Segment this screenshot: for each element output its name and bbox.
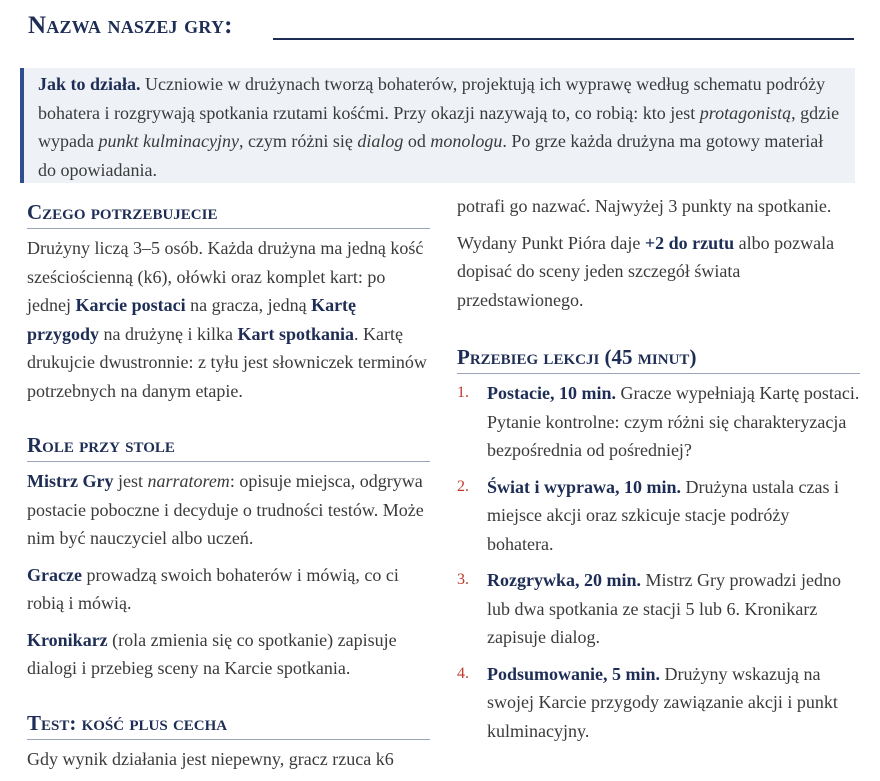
test-heading: Test: kość plus cecha (27, 707, 430, 740)
role-chronicler-label: Kronikarz (27, 629, 108, 650)
step-number: 2. (457, 477, 469, 495)
test-continued: potrafi go nazwać. Najwyżej 3 punkty na spotkanie. (457, 196, 832, 216)
term-climax: punkt kulminacyjny (98, 131, 239, 151)
needs-text-1: Drużyny liczą 3–5 osób. Każda drużyna ma jedną kość sześciościenną (k6), ołówki oraz komplet kart: po jednej (27, 238, 424, 315)
right-column (457, 192, 860, 753)
role-game-master (27, 467, 430, 553)
card-character: Karcie postaci (75, 295, 186, 315)
step-number: 4. (457, 664, 469, 682)
step-text: Drużyna ustala czas i miejsce akcji oraz szkicuje stacje podróży bohatera. (487, 476, 839, 554)
step-title: Postacie, 10 min. (487, 383, 616, 403)
term-dialog: dialog (357, 131, 404, 151)
needs-text (27, 234, 430, 405)
role-game-master-text-2: : opisuje miejsca, odgrywa postacie poboczne i decyduje o trudności testów. Może nim być nauczyciel albo uczeń. (27, 471, 424, 548)
role-players (27, 561, 430, 618)
card-encounter: Kart spotkania (237, 323, 354, 344)
step-text: Gracze wypełniają Kartę postaci. Pytanie kontrolne: czym różni się charakteryzacja bezpośrednia od pośredniej? (487, 383, 860, 460)
card-adventure: Kartę przygody (27, 295, 357, 344)
game-name-blank-line (273, 38, 854, 40)
needs-text-2: na gracza, jedną (185, 295, 312, 315)
pen-point-text-2: albo pozwala dopisać do sceny jeden szczegół świata przedstawionego. (457, 232, 835, 310)
title-row (28, 12, 854, 48)
needs-text-3: na drużynę i kilka (99, 323, 238, 344)
pen-point-text-1: Wydany Punkt Pióra daje (457, 232, 645, 253)
step-title: Świat i wyprawa, 10 min. (487, 476, 682, 497)
roles-heading: Role przy stole (27, 429, 430, 462)
intro-text-1: Uczniowie w drużynach tworzą bohaterów, projektują ich wyprawę według schematu podróży bohatera i rozgrywają spotkania rzutami kośćmi. Przy okazji nazywają to, co robią: kto jest (38, 74, 826, 123)
lesson-heading: Przebieg lekcji (45 minut) (457, 341, 860, 374)
page-title: Nazwa naszej gry: (28, 12, 233, 39)
step-title: Rozgrywka, 20 min. (487, 570, 641, 590)
lesson-step (457, 566, 860, 652)
intro-lead: Jak to działa. (38, 74, 141, 94)
step-text: Mistrz Gry prowadzi jedno lub dwa spotkania ze stacji 5 lub 6. Kronikarz zapisuje dialog. (487, 570, 841, 647)
pen-point-bonus: +2 do rzutu (644, 232, 735, 253)
term-protagonist: protagonistą (699, 102, 792, 123)
test-text: Gdy wynik działania jest niepewny, gracz rzuca k6 (27, 748, 394, 769)
intro-text-5: . Po grze każda drużyna ma gotowy materiał do opowiadania. (38, 131, 824, 180)
role-chronicler-text: (rola zmienia się co spotkanie) zapisuje dialogi i przebieg sceny na Karcie spotkania. (27, 629, 397, 678)
lesson-step (457, 379, 860, 465)
lesson-step (457, 660, 860, 746)
lesson-step (457, 473, 860, 559)
intro-text-3: , czym różni się (238, 131, 358, 151)
role-game-master-text-1: jest (113, 471, 148, 491)
step-text: Drużyny wskazują na swojej Karcie przygody zawiązanie akcji i punkt kulminacyjny. (487, 663, 838, 741)
left-column (27, 196, 430, 781)
step-title: Podsumowanie, 5 min. (487, 663, 661, 684)
intro-text (38, 70, 841, 184)
role-players-text: prowadzą swoich bohaterów i mówią, co ci robią i mówią. (27, 564, 399, 613)
role-game-master-label: Mistrz Gry (27, 471, 114, 491)
role-chronicler (27, 626, 430, 683)
intro-callout (20, 68, 855, 183)
pen-point-rule (457, 229, 860, 315)
step-number: 3. (457, 571, 469, 588)
term-narrator: narratorem (147, 471, 230, 491)
needs-heading: Czego potrzebujecie (27, 196, 430, 229)
intro-text-4: od (403, 131, 431, 151)
role-players-label: Gracze (27, 564, 82, 585)
lesson-steps (457, 379, 860, 745)
term-monolog: monologu (430, 131, 503, 151)
needs-text-4: . Kartę drukujcie dwustronnie: z tyłu jest słowniczek terminów potrzebnych na danym etapie. (27, 323, 427, 401)
intro-text-2: , gdzie wypada (38, 102, 840, 151)
step-number: 1. (457, 384, 469, 401)
